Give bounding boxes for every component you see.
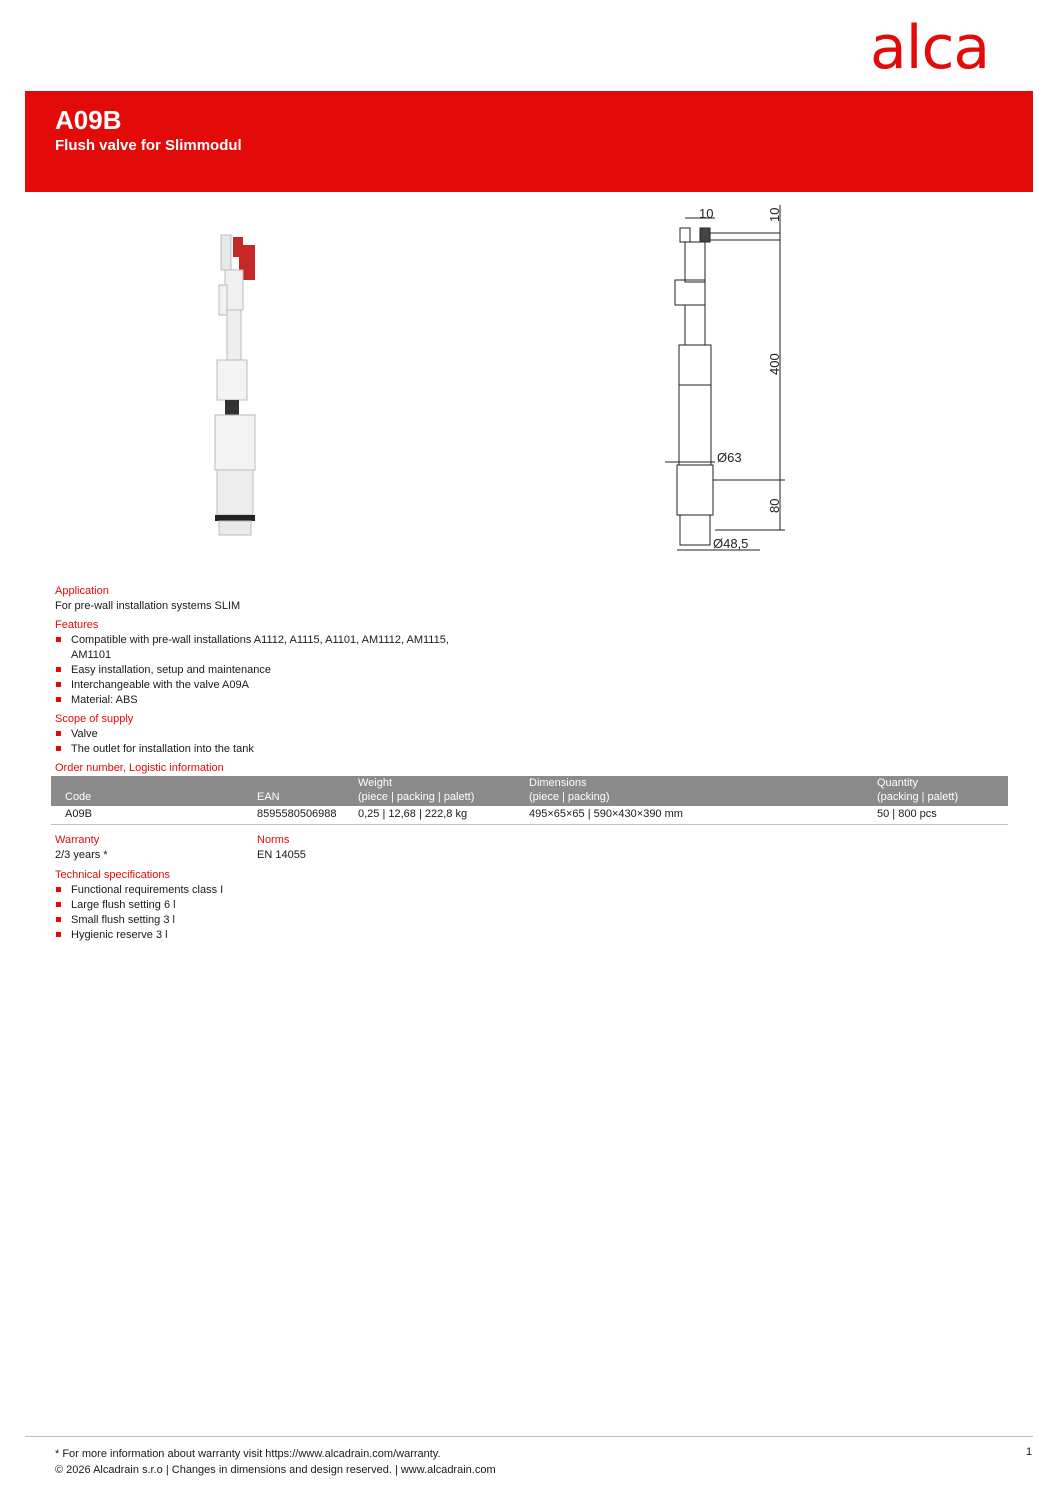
product-details [55,580,1015,776]
list-item: Large flush setting 6 l [55,898,491,913]
norms-value: EN 14055 [257,849,306,861]
cell-quantity: 50 | 800 pcs [877,808,937,820]
tech-list [55,883,491,943]
order-table [51,776,1008,825]
order-heading: Order number, Logistic information [55,762,224,774]
footer [55,1446,496,1478]
dim-outlet-height: 80 [767,498,782,513]
col-dimensions: Dimensions [529,777,587,789]
tech-heading: Technical specifications [55,869,170,881]
product-name: Flush valve for Slimmodul [55,137,242,154]
list-item: Hygienic reserve 3 l [55,928,491,943]
table-row [51,806,1008,825]
dim-diameter-body: Ø63 [717,450,742,465]
header-banner [25,91,1033,192]
technical-drawing [655,200,795,560]
page-number: 1 [1026,1446,1033,1458]
col-ean: EAN [257,791,280,803]
footer-divider [25,1436,1033,1437]
dim-top-height: 10 [767,207,782,222]
cell-dimensions: 495×65×65 | 590×430×390 mm [529,808,683,820]
norms-block [257,829,306,863]
list-item: The outlet for installation into the tank [55,742,491,757]
cell-weight: 0,25 | 12,68 | 222,8 kg [358,808,468,820]
col-code: Code [65,791,92,803]
list-item: Functional requirements class I [55,883,491,898]
dim-length: 400 [767,353,782,375]
features-heading: Features [55,619,99,631]
col-dimensions-sub: (piece | packing) [529,791,610,803]
table-header [51,776,1008,806]
footer-warranty-note: * For more information about warranty visit https://www.alcadrain.com/warranty. [55,1448,441,1460]
list-item: Interchangeable with the valve A09A [55,678,491,693]
features-list [55,633,1015,708]
col-weight: Weight [358,777,393,789]
warranty-block [55,829,108,863]
warranty-heading: Warranty [55,834,100,846]
list-item: Material: ABS [55,693,491,708]
col-weight-sub: (piece | packing | palett) [358,791,475,803]
cell-code: A09B [65,808,92,820]
tech-specs [55,864,491,943]
product-code: A09B [55,105,122,135]
dim-diameter-outlet: Ø48,5 [713,536,749,551]
list-item: Compatible with pre-wall installations A1112, A1115, A1101, AM1112, AM1115, AM1101 [55,633,491,663]
dim-top-width: 10 [699,206,714,221]
col-quantity: Quantity [877,777,918,789]
scope-list [55,727,1015,757]
list-item: Small flush setting 3 l [55,913,491,928]
logo-text: alca [870,20,990,76]
cell-ean: 8595580506988 [257,808,337,820]
footer-copyright: © 2026 Alcadrain s.r.o | Changes in dimensions and design reserved. | www.alcadrain.com [55,1464,496,1476]
col-quantity-sub: (packing | palett) [877,791,959,803]
warranty-value: 2/3 years * [55,849,108,861]
list-item: Valve [55,727,491,742]
application-heading: Application [55,585,109,597]
application-text: For pre-wall installation systems SLIM [55,600,241,612]
product-photo [195,225,275,545]
scope-heading: Scope of supply [55,713,134,725]
alca-logo [868,20,1038,76]
norms-heading: Norms [257,834,290,846]
list-item: Easy installation, setup and maintenance [55,663,491,678]
